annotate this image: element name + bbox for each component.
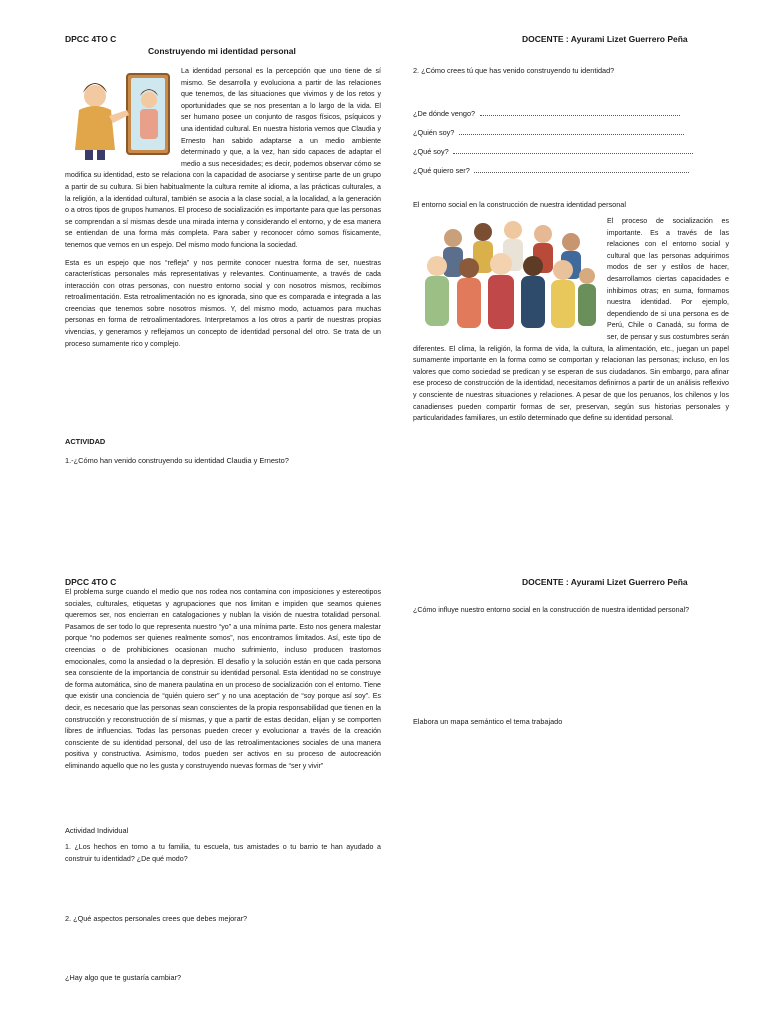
answer-line[interactable] [459, 127, 684, 135]
problem-paragraph: El problema surge cuando el medio que nos rodea nos contamina con imposiciones y estereotipos sociales, culturales, etiquetas y agrupaciones que nos limitan e impiden que seamos quienes queremos ser, nos encierran en catalogaciones y nublan la visión de nuestra totalidad personal. Pasamos de ser todo lo que representa nuestro “yo” a una mínima parte. Esto nos genera malestar porque “no podemos ser quienes realmente somos”, nos encontramos limitados. Así, este tipo de creencias o de prohibiciones ocasionan mucho sufrimiento, incluso producen trastornos emocionales, como la ansiedad o la depresión. El desafío y la solución están en que cada persona sea consciente de la importancia de construir su identidad personal. Esta identidad no se construye de forma automática, sino de manera paulatina en un proceso de socialización con el entorno. Tiene que existir una conciencia de “quién quiero ser” y no una aceptación de “soy porque así soy”. Es decir, es necesario que las personas sean conscientes de la propia responsabilidad que tienen en la construcción y reconstrucción de sí mismas, y que a partir de estas decidan, elijan y se comporten libres de influencias. Todas las personas pueden crecer y evolucionar a través de la creación consciente de su identidad personal, del uso de las retroalimentaciones sociales de una manera positiva y constructiva. Asimismo, todos pueden ser activos en su proceso de autocreación eliminando aquello que no les gusta y construyendo nuevas formas de “ser y vivir” [65, 588, 381, 770]
page1-right-column [413, 216, 729, 425]
group-of-people-illustration [413, 216, 603, 336]
individual-question-3: ¿Hay algo que te gustaría cambiar? [65, 973, 182, 982]
activity-question-1: 1.-¿Cómo han venido construyendo su identidad Claudia y Ernesto? [65, 456, 289, 465]
prompt-where-from: ¿De dónde vengo? [413, 109, 476, 118]
prompt-row [413, 122, 703, 140]
question-2: 2. ¿Cómo crees tú que has venido construyendo tu identidad? [413, 66, 615, 75]
page2-right-header: DOCENTE : Ayurami Lizet Guerrero Peña [522, 577, 688, 587]
answer-line[interactable] [474, 165, 689, 173]
social-heading: El entorno social en la construcción de nuestra identidad personal [413, 200, 626, 209]
crowd [425, 221, 596, 329]
social-paragraph: El proceso de socialización es importante. Es a través de las relaciones con el entorno social y cultural que las personas adquirimos modos de ser y estilos de hacer, desarrollamos ciertas capacidades e inhibimos otras; en suma, formamos nuestra identidad. Por ejemplo, dependiendo de si una persona es de Perú, Chile o Canadá, su forma de ser, de pensar y sus costumbres serán diferentes. El clima, la religión, la forma de vida, la cultura, la alimentación, etc., juegan un papel sumamente importante en la forma como se comportan y relacionan las personas; incluso, en los valores que como sociedad se predican y se esperan de sus ciudadanos. Sin embargo, para afinar ese proceso de construcción de la identidad, necesitamos definirnos a partir de un análisis reflexivo y consciente de nuestras situaciones y relaciones. A pesar de que los peruanos, los chilenos y los canadienses pueden compartir formas de ser, preservan, según sus historias personales y particularidades familiares, un estilo determinado que define su identidad personal. [413, 217, 729, 423]
prompt-what-want-to-be: ¿Qué quiero ser? [413, 166, 470, 175]
influence-question: ¿Cómo influye nuestro entorno social en la construcción de nuestra identidad personal? [413, 606, 690, 614]
activity-heading: ACTIVIDAD [65, 437, 106, 446]
page1-title: Construyendo mi identidad personal [148, 46, 296, 56]
answer-line[interactable] [480, 108, 680, 116]
individual-question-1: 1. ¿Los hechos en torno a tu familia, tu escuela, tus amistades o tu barrio te han ayudado a construir tu identidad? ¿De qué modo? [65, 843, 381, 863]
mirror-paragraph: Esta es un espejo que nos “refleja” y nos permite conocer nuestra forma de ser, nuestras características personales más representativas y relevantes. Continuamente, a través de cada interacción con otras personas, con nuestro entorno social y con nosotros mismos, recibimos retroalimentación. Esta retroalimentación no es ignorada, sino que es comparada e integrada a las creencias que tenemos sobre nosotros mismos. Y, del mismo modo, actuamos para muchas personas en forma de retroalimentadores. Interpretamos a los otros a partir de nuestras propias vivencias, y generamos y reflejamos un concepto de identidad personal del otro. Se trata de un proceso sumamente rico y complejo. [65, 258, 381, 348]
intro-paragraph: La identidad personal es la percepción que uno tiene de sí mismo. Se desarrolla y evoluciona a partir de las relaciones que tenemos, de las situaciones que vivimos y de los retos y oportunidades que se nos presentan a lo largo de la vida. El ser humano posee un conjunto de rasgos físicos, psíquicos y una identidad cultural. En nuestra historia vemos que Claudia y Ernesto han sabido adaptarse a un medio ambiente determinado y que, a la vez, han sido capaces de adaptar el medio a sus necesidades; es decir, podemos observar cómo se modifica su identidad, esto se relaciona con la capacidad de asociarse y sentirse parte de un grupo a partir de su cultura. Si bien habitualmente la cultura remite al idioma, a las prácticas culturales, a la religión, a la identidad cultural, también se asocia a la clase social, a la localidad, a la generación o a otros tipos de grupos humanos. El proceso de socialización es importante para que las personas se comprendan a sí mismas desde una mirada interna y considerando el entorno, y de esa manera se entiendan de una forma más completa. Para saber y reconocer cómo somos físicamente, tenemos que vernos en un espejo. Del mismo modo funciona la sociedad. [65, 67, 381, 249]
prompt-what-am-i: ¿Qué soy? [413, 147, 449, 156]
page1-left-header: DPCC 4TO C [65, 34, 117, 44]
individual-activity-heading: Actividad Individual [65, 826, 129, 835]
prompt-who-am-i: ¿Quién soy? [413, 128, 455, 137]
answer-line[interactable] [453, 146, 693, 154]
prompt-row [413, 141, 708, 159]
page1-right-header: DOCENTE : Ayurami Lizet Guerrero Peña [522, 34, 688, 44]
page1-left-column [65, 66, 381, 350]
individual-question-2: 2. ¿Qué aspectos personales crees que debes mejorar? [65, 914, 248, 923]
page2-left-header: DPCC 4TO C [65, 577, 117, 587]
prompt-row [413, 103, 703, 121]
prompt-row [413, 160, 708, 178]
claudia-ernesto-illustration [65, 66, 177, 164]
semantic-map-task: Elabora un mapa semántico el tema trabajado [413, 717, 563, 726]
page2-left-column [65, 587, 381, 773]
